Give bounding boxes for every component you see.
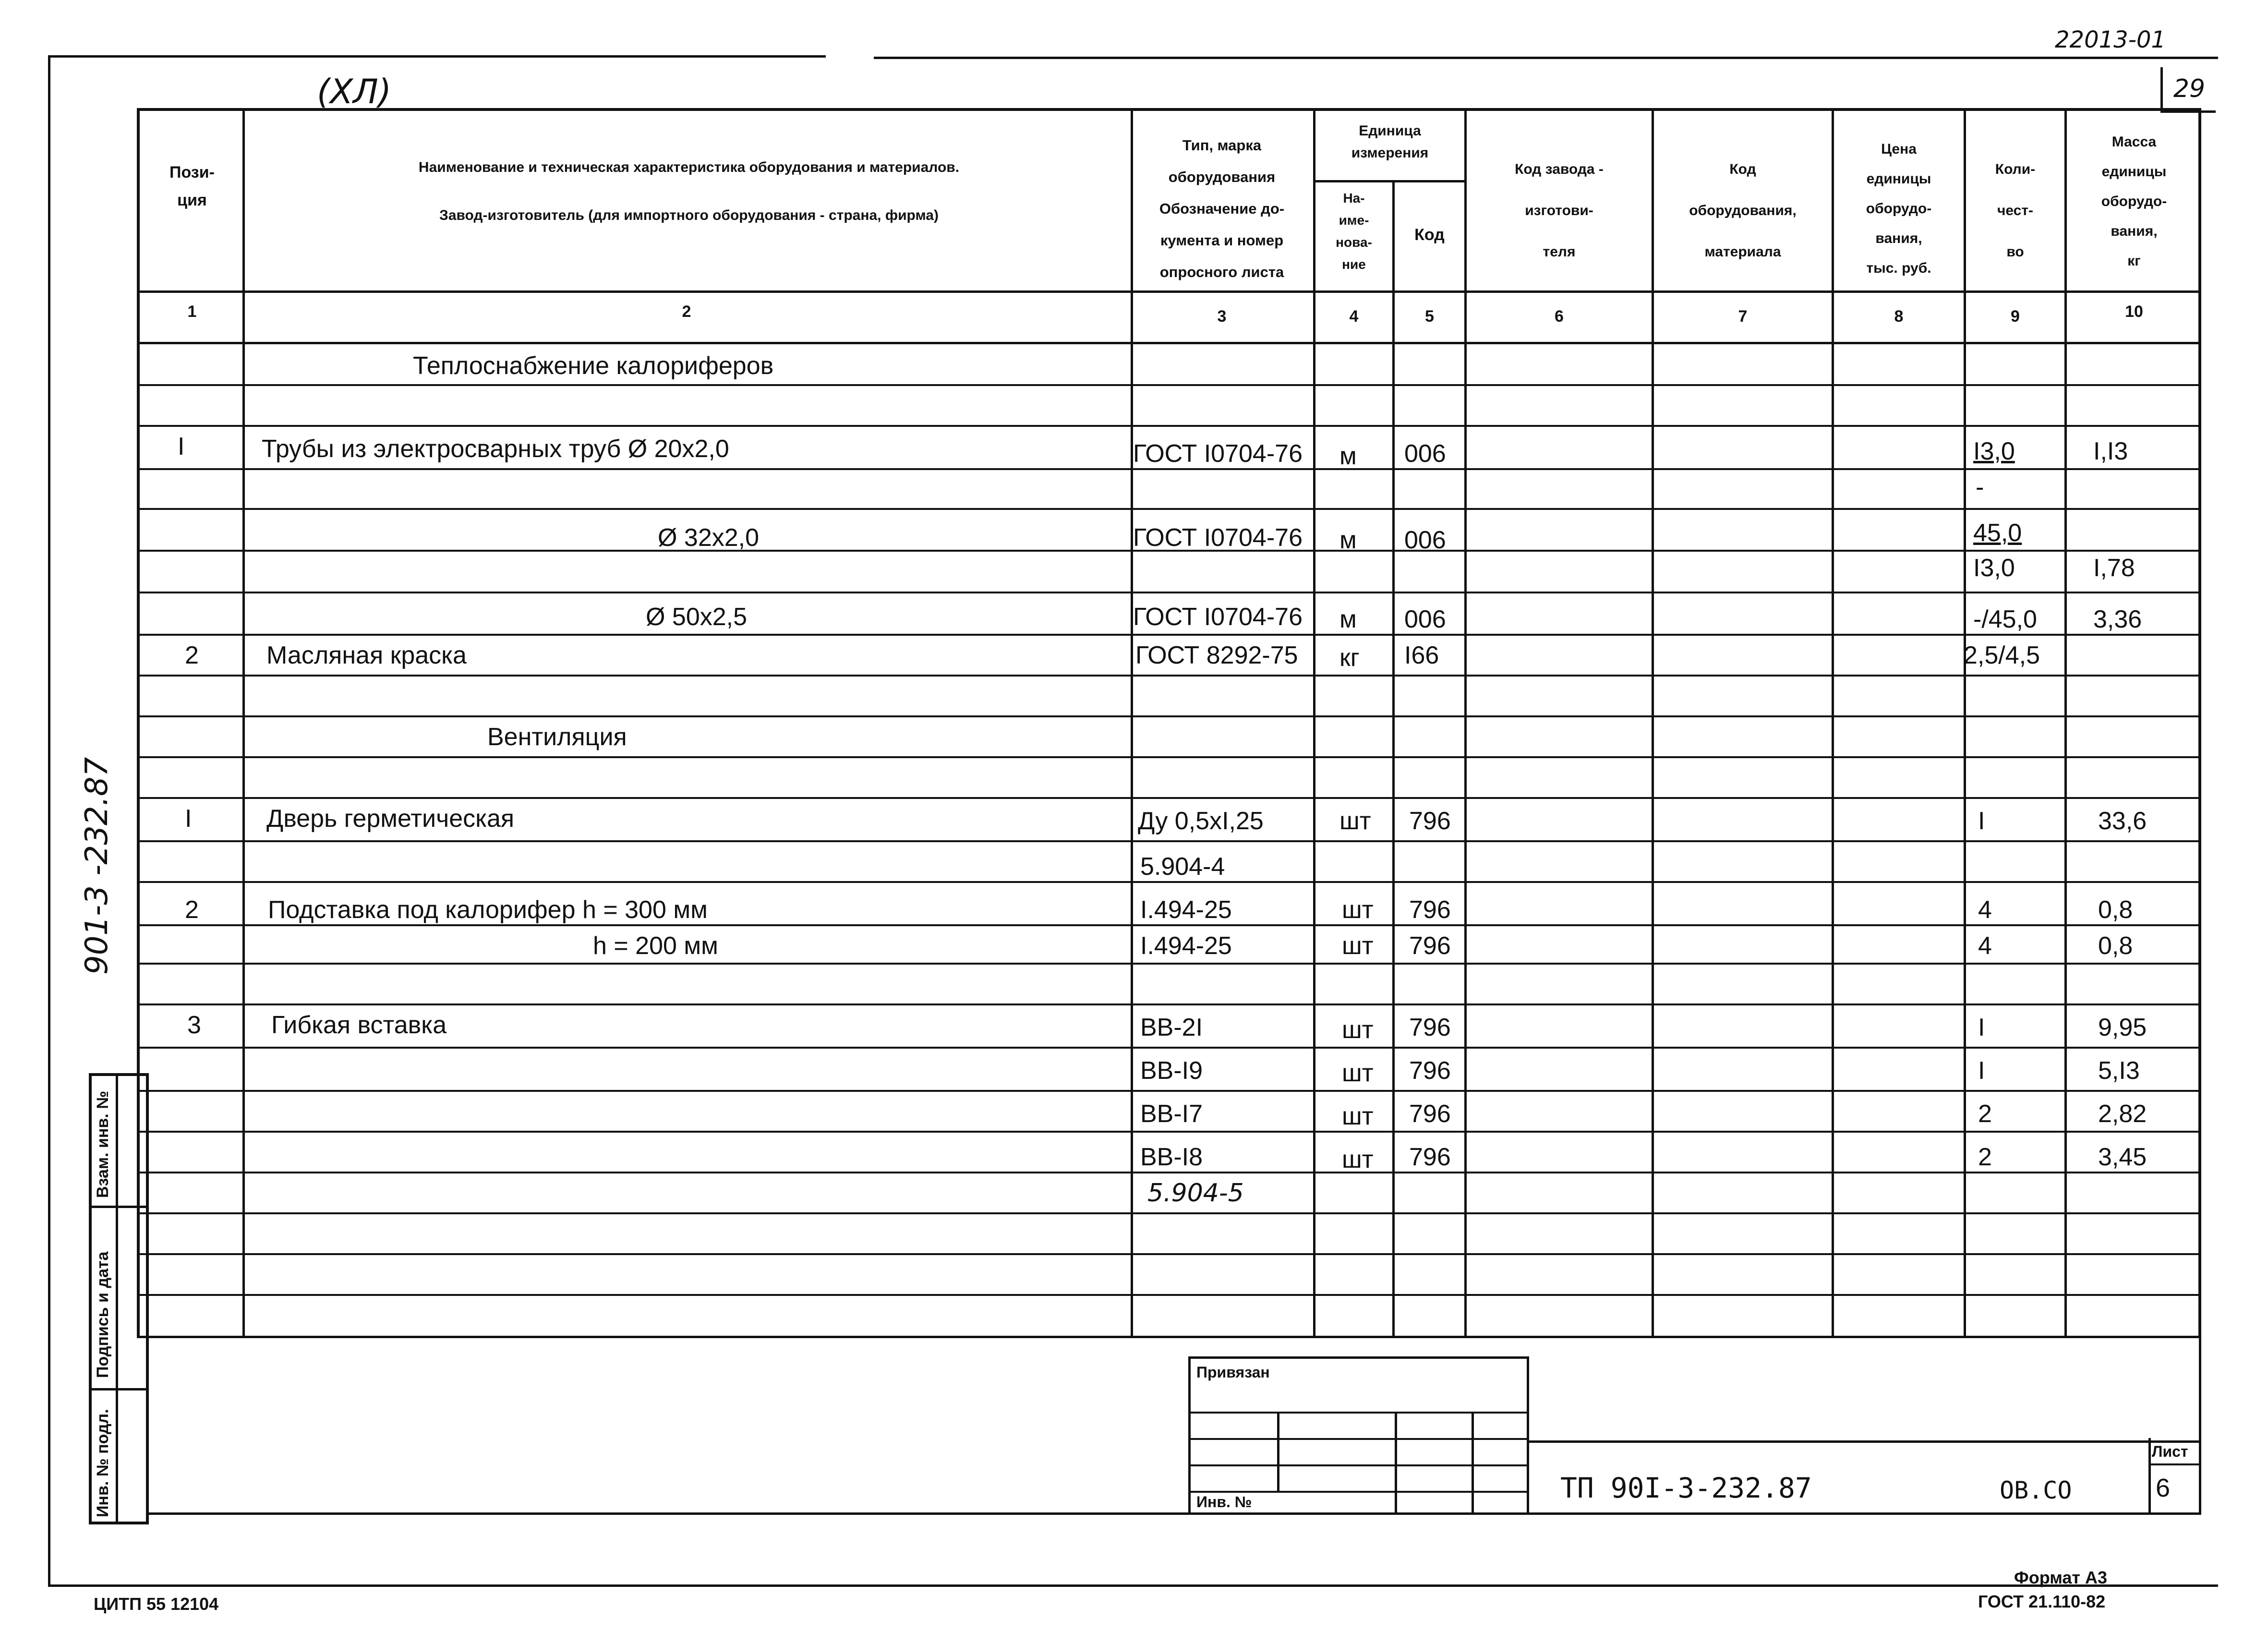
side-project-code: 901-3 -232.87 <box>79 757 115 975</box>
r3-quantity: -/45,0 <box>1973 605 2037 633</box>
r2b-quantity: I3,0 <box>1973 554 2015 582</box>
table-right-extension <box>2199 1335 2201 1515</box>
sheet-col-line <box>2148 1438 2151 1515</box>
r5-position: I <box>185 805 192 833</box>
r3-code: 006 <box>1404 605 1446 633</box>
header-name-line1: Наименование и техническая характеристика оборудования и материалов. <box>418 159 960 175</box>
col-number-5: 5 <box>1425 307 1434 326</box>
r5-doc: Ду 0,5хI,25 <box>1138 807 1264 835</box>
sheet-label-line <box>2148 1463 2201 1465</box>
side-stamp-row1 <box>92 1206 147 1208</box>
bound-row3 <box>1191 1464 1527 1466</box>
row-line <box>137 715 2201 717</box>
bound-col1 <box>1277 1412 1279 1491</box>
sheet-label: Лист <box>2152 1443 2188 1460</box>
bound-col3 <box>1472 1412 1474 1515</box>
r5b-doc: 5.904-4 <box>1140 853 1225 881</box>
doc-mark: ОВ.СО <box>2000 1476 2072 1504</box>
top-sheet-number: 29 <box>2173 74 2206 103</box>
header-bottom-line <box>137 290 2201 293</box>
r5-unit: шт <box>1339 807 1371 835</box>
corner-mark: (ХЛ) <box>317 72 392 111</box>
r7-name: h = 200 мм <box>593 932 718 960</box>
r4-name: Масляная краска <box>266 641 467 669</box>
r8-unit: шт <box>1342 1016 1374 1044</box>
r9-unit: шт <box>1342 1059 1374 1087</box>
r1-doc: ГОСТ I0704-76 <box>1133 440 1303 468</box>
row-line <box>137 924 2201 926</box>
side-label-inv-original: Инв. № подл. <box>94 1409 112 1517</box>
r3-mass: 3,36 <box>2093 605 2142 633</box>
r8-code: 796 <box>1409 1014 1451 1041</box>
r2-quantity: 45,0 <box>1973 519 2022 547</box>
bound-col2 <box>1395 1412 1397 1515</box>
r4-position: 2 <box>185 641 199 669</box>
r6-doc: I.494-25 <box>1140 896 1232 924</box>
r11-code: 796 <box>1409 1143 1451 1171</box>
row-line <box>137 1131 2201 1133</box>
section-heat-supply: Теплоснабжение калориферов <box>413 352 774 380</box>
header-unit-code: Код <box>1414 226 1445 244</box>
r3-unit: м <box>1339 605 1357 633</box>
r7-mass: 0,8 <box>2098 932 2133 960</box>
frame-top-line-right <box>874 57 2218 59</box>
bound-label: Привязан <box>1196 1364 1270 1381</box>
col-number-8: 8 <box>1894 307 1904 326</box>
r9-quantity: I <box>1978 1057 1985 1085</box>
r11-unit: шт <box>1342 1146 1374 1173</box>
r9-doc: ВВ-I9 <box>1140 1057 1203 1085</box>
row-line <box>137 1172 2201 1173</box>
r1-quantity: I3,0 <box>1973 437 2015 465</box>
r3-name: Ø 50х2,5 <box>646 603 748 631</box>
side-label-replaced-inv: Взам. инв. № <box>94 1090 112 1198</box>
r6-mass: 0,8 <box>2098 896 2133 924</box>
r6-name: Подставка под калорифер h = 300 мм <box>268 896 708 924</box>
header-price: Цена единицы оборудо- вания, тыс. руб. <box>1866 141 1932 276</box>
r2b-mass: I,78 <box>2093 554 2135 582</box>
doc-code: ТП 90I-3-232.87 <box>1560 1472 1812 1504</box>
r2-name: Ø 32х2,0 <box>658 524 760 552</box>
col-number-6: 6 <box>1555 307 1564 326</box>
r1-name: Трубы из электросварных труб Ø 20х2,0 <box>262 435 729 463</box>
title-block-top <box>1529 1440 2201 1443</box>
r4-unit: кг <box>1339 644 1360 672</box>
number-row-bottom-line <box>137 342 2201 344</box>
r1-position: I <box>178 433 185 460</box>
col-number-7: 7 <box>1738 307 1748 326</box>
r4-quantity: 2,5/4,5 <box>1964 641 2040 669</box>
r10-code: 796 <box>1409 1100 1451 1128</box>
r2-code: 006 <box>1404 526 1446 554</box>
r7-unit: шт <box>1342 932 1374 960</box>
r10-doc: ВВ-I7 <box>1140 1100 1203 1128</box>
r7-doc: I.494-25 <box>1140 932 1232 960</box>
title-block-base <box>149 1512 2201 1515</box>
r11-doc: ВВ-I8 <box>1140 1143 1203 1171</box>
r3-doc: ГОСТ I0704-76 <box>1133 603 1303 631</box>
header-equipment-code: Код оборудования, материала <box>1689 161 1797 260</box>
frame-left-line <box>48 55 50 1587</box>
frame-top-line <box>48 55 826 58</box>
r10-quantity: 2 <box>1978 1100 1992 1128</box>
row-line <box>137 1003 2201 1005</box>
unit-header-split <box>1313 180 1467 182</box>
r11-mass: 3,45 <box>2098 1143 2147 1171</box>
r6-quantity: 4 <box>1978 896 1992 924</box>
r6-position: 2 <box>185 896 199 924</box>
row-line <box>137 1090 2201 1092</box>
row-line <box>137 508 2201 510</box>
row-line <box>137 1294 2201 1296</box>
header-position: Пози- ция <box>169 163 215 209</box>
row-line <box>137 1253 2201 1255</box>
r1-unit: м <box>1339 442 1357 470</box>
col-number-3: 3 <box>1217 307 1227 326</box>
header-unit: Единица измерения <box>1351 123 1429 161</box>
r10-unit: шт <box>1342 1102 1374 1130</box>
row-line <box>137 840 2201 842</box>
side-stamp-divider <box>116 1076 118 1523</box>
r10-mass: 2,82 <box>2098 1100 2147 1128</box>
r7-code: 796 <box>1409 932 1451 960</box>
col-number-2: 2 <box>682 302 691 321</box>
r2-unit: м <box>1339 526 1357 554</box>
inv-label: Инв. № <box>1196 1493 1252 1511</box>
r8-mass: 9,95 <box>2098 1014 2147 1041</box>
row-line <box>137 468 2201 470</box>
row-line <box>137 1212 2201 1214</box>
header-quantity: Коли- чест- во <box>1995 161 2036 260</box>
footer-left: ЦИТП 55 12104 <box>94 1594 219 1614</box>
r8-name: Гибкая вставка <box>271 1011 447 1039</box>
row-line <box>137 963 2201 965</box>
bound-box <box>1188 1356 1529 1515</box>
r5-name: Дверь герметическая <box>266 805 515 833</box>
col-line-4 <box>1392 182 1395 1337</box>
header-factory-code: Код завода - изготови- теля <box>1515 161 1604 260</box>
bound-row2 <box>1191 1438 1527 1440</box>
header-mass: Масса единицы оборудо- вания, кг <box>2101 134 2167 269</box>
r9-code: 796 <box>1409 1057 1451 1085</box>
r8-doc: ВВ-2I <box>1140 1014 1203 1041</box>
r5-code: 796 <box>1409 807 1451 835</box>
row-line <box>137 592 2201 593</box>
r2-doc: ГОСТ I0704-76 <box>1133 524 1303 552</box>
r6-unit: шт <box>1342 896 1374 924</box>
r12-doc: 5.904-5 <box>1147 1179 1244 1208</box>
section-ventilation: Вентиляция <box>487 723 627 751</box>
col-number-1: 1 <box>187 302 197 321</box>
r9-mass: 5,I3 <box>2098 1057 2140 1085</box>
table-bottom-line <box>137 1336 2201 1338</box>
footer-format: Формат А3 <box>2014 1568 2108 1587</box>
frame-bottom-line <box>48 1584 2218 1587</box>
r4-doc: ГОСТ 8292-75 <box>1135 641 1298 669</box>
col-number-4: 4 <box>1349 307 1359 326</box>
sheet-number: 6 <box>2156 1474 2171 1502</box>
r11-quantity: 2 <box>1978 1143 1992 1171</box>
footer-gost: ГОСТ 21.110-82 <box>1978 1592 2106 1611</box>
col-number-10: 10 <box>2125 302 2143 321</box>
row-line <box>137 634 2201 636</box>
bound-row4 <box>1191 1491 1527 1493</box>
row-line <box>137 756 2201 758</box>
bound-row1 <box>1191 1412 1527 1414</box>
col-number-9: 9 <box>2011 307 2020 326</box>
top-sheet-box <box>2160 67 2216 113</box>
row-line <box>137 1047 2201 1049</box>
r8-position: 3 <box>187 1011 201 1039</box>
row-line <box>137 384 2201 386</box>
header-name-line2: Завод-изготовитель (для импортного оборудования - страна, фирма) <box>439 207 939 223</box>
header-type: Тип, марка оборудования Обозначение до- кумента и номер опросного листа <box>1159 137 1285 280</box>
header-unit-name: На- име- нова- ние <box>1336 191 1372 272</box>
r8-quantity: I <box>1978 1014 1985 1041</box>
r1-code: 006 <box>1404 440 1446 468</box>
r1-mass: I,I3 <box>2093 437 2128 465</box>
row-line <box>137 425 2201 427</box>
r4-code: I66 <box>1404 641 1439 669</box>
row-line <box>137 675 2201 677</box>
r5-quantity: I <box>1978 807 1985 835</box>
archive-number: 22013-01 <box>2055 26 2166 53</box>
side-label-signature-date: Подпись и дата <box>94 1251 112 1378</box>
row-line <box>137 797 2201 799</box>
r5-mass: 33,6 <box>2098 807 2147 835</box>
row-line <box>137 881 2201 883</box>
r6-code: 796 <box>1409 896 1451 924</box>
side-stamp-row2 <box>92 1388 147 1390</box>
r7-quantity: 4 <box>1978 932 1992 960</box>
r1b-quantity: - <box>1976 473 1984 501</box>
